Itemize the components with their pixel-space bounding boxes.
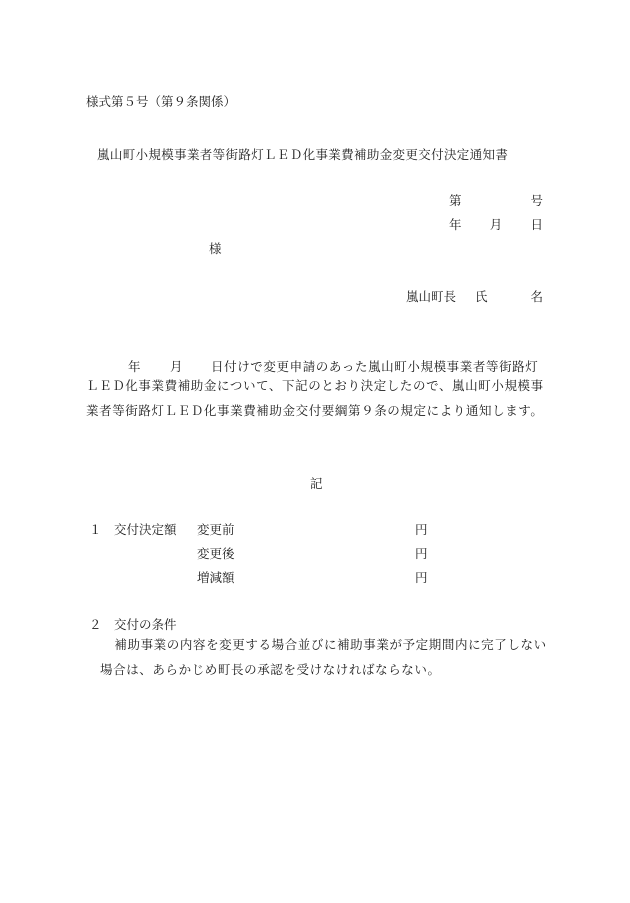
section2-title: 交付の条件 <box>114 617 177 632</box>
addressee-suffix: 様 <box>209 241 222 256</box>
section1-title: 交付決定額 <box>114 522 177 537</box>
body-text-line1: 日付けで変更申請のあった嵐山町小規模事業者等街路灯 <box>211 359 539 374</box>
document-title: 嵐山町小規模事業者等街路灯ＬＥＤ化事業費補助金変更交付決定通知書 <box>97 147 509 162</box>
document-number <box>449 195 543 208</box>
amount-before-unit: 円 <box>415 522 428 537</box>
body-date-year: 年 <box>128 359 141 374</box>
number-suffix: 号 <box>530 193 543 208</box>
form-label: 様式第５号（第９条関係） <box>86 94 237 109</box>
section1-number: １ <box>89 522 102 537</box>
issue-date <box>449 219 543 232</box>
record-mark: 記 <box>310 476 323 491</box>
body-text <box>86 374 552 423</box>
issuer-title: 嵐山町長 <box>406 289 457 304</box>
amount-change-label: 増減額 <box>197 570 235 585</box>
amount-after-label: 変更後 <box>197 546 235 561</box>
body-date-month: 月 <box>170 359 183 374</box>
section2-text-block <box>100 633 554 682</box>
section2-number: ２ <box>89 617 102 632</box>
issue-date-year: 年 <box>449 217 462 232</box>
body-text-rest: ＬＥＤ化事業費補助金について、下記のとおり決定したので、嵐山町小規模事業者等街路灯ＬＥＤ化事業費補助金交付要綱第９条の規定により通知します。 <box>86 378 544 418</box>
amount-change-unit: 円 <box>415 570 428 585</box>
issuer-name-left: 氏 <box>475 289 488 304</box>
number-prefix: 第 <box>449 193 462 208</box>
amount-before-label: 変更前 <box>197 522 235 537</box>
amount-after-unit: 円 <box>415 546 428 561</box>
section2-text: 補助事業の内容を変更する場合並びに補助事業が予定期間内に完了しない場合は、あらかじめ町長の承認を受けなければならない。 <box>100 637 547 677</box>
issuer-name <box>475 291 543 304</box>
issue-date-day: 日 <box>530 217 543 232</box>
issue-date-month: 月 <box>489 217 503 232</box>
issuer-name-right: 名 <box>530 289 543 304</box>
